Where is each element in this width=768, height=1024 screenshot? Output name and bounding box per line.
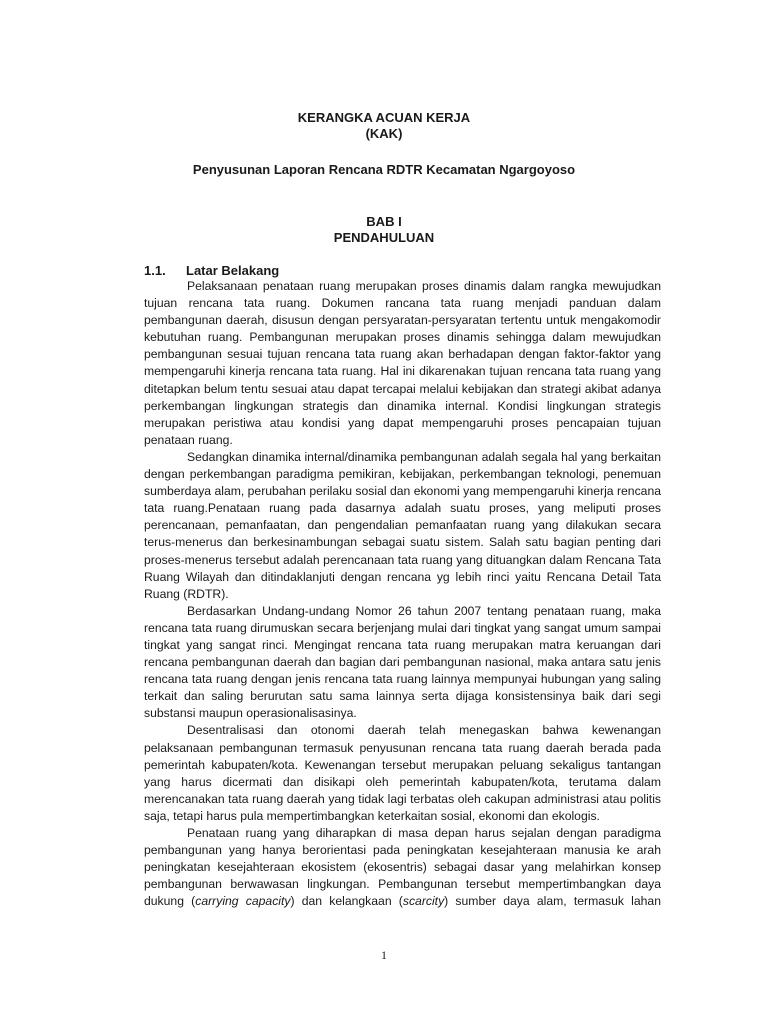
document-title: KERANGKA ACUAN KERJA (297, 110, 471, 125)
page-number: 1 (381, 948, 387, 962)
section-number: 1.1. (144, 263, 166, 278)
italic-term: carrying capacity (195, 894, 291, 909)
document-abbreviation: (KAK) (365, 126, 403, 141)
section-body (144, 278, 661, 910)
text-run: ) sumber daya alam, termasuk lahan (444, 894, 661, 909)
body-paragraph: Sedangkan dinamika internal/dinamika pembangunan adalah segala hal yang berkaitan dengan perkembangan paradigma pemikiran, kebijakan, perkembangan teknologi, penemuan sumberdaya alam, perubahan perilaku sosial dan ekonomi yang mempengaruhi kinerja rencana tata ruang.Penataan ruang pada dasarnya adalah suatu proses, yang meliputi proses perencanaan, pemanfaatan, dan pengendalian pemanfaatan ruang yang dilakukan secara terus-menerus dan berkesinambungan sebagai suatu sistem. Salah satu bagian penting dari proses-menerus tersebut adalah perencanaan tata ruang yang dituangkan dalam Rencana Tata Ruang Wilayah dan ditindaklanjuti dengan rencana yg lebih rinci yaitu Rencana Detail Tata Ruang (RDTR). (144, 449, 661, 601)
chapter-title: PENDAHULUAN (333, 230, 435, 245)
document-subtitle: Penyusunan Laporan Rencana RDTR Kecamatan Ngargoyoso (192, 162, 576, 177)
text-run: Penataan ruang yang diharapkan di masa depan harus sejalan dengan paradigma pembangunan yang hanya berorientasi pada peningkatan kesejahteraan manusia ke arah peningkatan kesejahteraan ekosistem (ekosentris) sebagai dasar yang melahirkan konsep pembangunan berwawasan lingkungan. Pembangunan tersebut mempertimbangkan daya dukung ( (144, 826, 661, 909)
body-paragraph: Desentralisasi dan otonomi daerah telah menegaskan bahwa kewenangan pelaksanaan pembangunan termasuk penyusunan rencana tata ruang daerah berada pada pemerintah kabupaten/kota. Kewenangan tersebut merupakan peluang sekaligus tantangan yang harus dicermati dan disikapi oleh pemerintah kabupaten/kota, terutama dalam merencanakan tata ruang daerah yang tidak lagi terbatas oleh cakupan administrasi atau politis saja, tetapi harus pula mempertimbangkan keterkaitan sosial, ekonomi dan ekologis. (144, 723, 661, 823)
body-paragraph (144, 825, 661, 910)
body-paragraph: Pelaksanaan penataan ruang merupakan proses dinamis dalam rangka mewujudkan tujuan rencana tata ruang. Dokumen rancana tata ruang menjadi panduan dalam pembangunan daerah, disusun dengan persyaratan-persyaratan tertentu untuk mengakomodir kebutuhan ruang. Pembangunan merupakan proses dinamis sehingga dalam mewujudkan pembangunan sesuai tujuan rencana tata ruang akan berhadapan dengan faktor-faktor yang mempengaruhi kinerja rencana tata ruang. Hal ini dikarenakan tujuan rencana tata ruang yang ditetapkan belum tentu sesuai atau dapat tercapai melalui kebijakan dan strategi akibat adanya perkembangan lingkungan strategis dan dinamika internal. Kondisi lingkungan strategis merupakan peristiwa atau kondisi yang dapat mempengaruhi proses pencapaian tujuan penataan ruang. (144, 279, 661, 447)
chapter-number: BAB I (366, 214, 402, 229)
section-title: Latar Belakang (186, 263, 280, 278)
italic-term: scarcity (402, 894, 445, 909)
text-run: ) dan kelangkaan ( (290, 894, 403, 909)
body-paragraph: Berdasarkan Undang-undang Nomor 26 tahun 2007 tentang penataan ruang, maka rencana tata ruang dirumuskan secara berjenjang mulai dari tingkat yang sangat umum sampai tingkat yang sangat rinci. Mengingat rencana tata ruang merupakan matra keruangan dari rencana pembangunan daerah dan bagian dari pembangunan nasional, maka antara satu jenis rencana tata ruang dengan jenis rencana tata ruang lainnya mempunyai hubungan yang saling terkait dan saling berurutan satu sama lainnya serta dijaga konsistensinya baik dari segi substansi maupun operasionalisasinya. (144, 603, 661, 721)
